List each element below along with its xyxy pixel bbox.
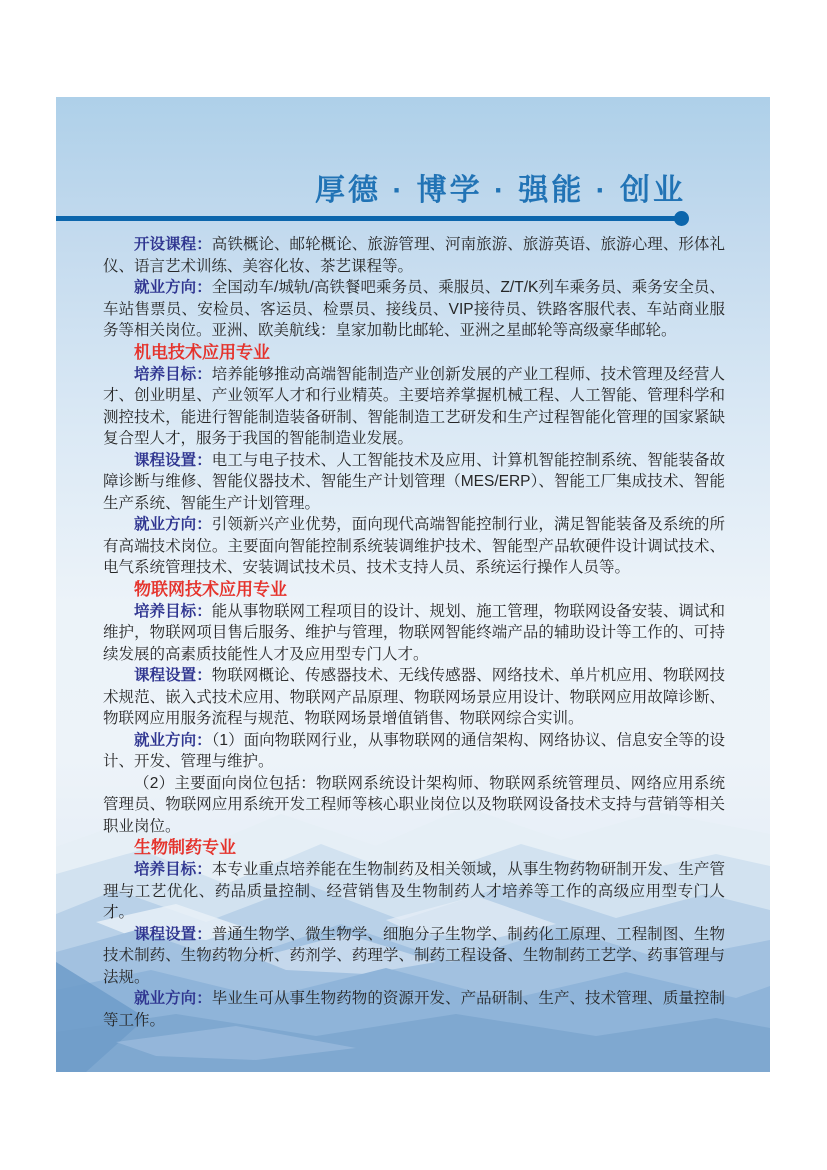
paragraph-label: 课程设置： [134, 667, 212, 684]
paragraph [103, 773, 725, 838]
content-blocks [103, 234, 725, 1031]
paragraph-text: 培养能够推动高端智能制造产业创新发展的产业工程师、技术管理及经营人才、创业明星、产业领军人才和行业精英。主要培养掌握机械工程、人工智能、管理科学和测控技术，能进行智能制造装备研制、智能制造工艺研发和生产过程智能化管理的国家紧缺复合型人才，服务于我国的智能制造业发展。 [103, 365, 725, 447]
paragraph-text: 能从事物联网工程项目的设计、规划、施工管理，物联网设备安装、调试和维护，物联网项目售后服务、维护与管理，物联网智能终端产品的辅助设计等工作的、可持续发展的高素质技能性人才及应用型专门人才。 [103, 602, 725, 663]
major-heading: 生物制药专业 [134, 838, 236, 857]
paragraph-label: 就业方向： [134, 279, 212, 296]
paragraph [103, 601, 725, 666]
paragraph-text: 全国动车/城轨/高铁餐吧乘务员、乘服员、Z/T/K列车乘务员、乘务安全员、车站售票员、安检员、客运员、检票员、接线员、VIP接待员、铁路客服代表、车站商业服务等相关岗位。亚洲、欧美航线：皇家加勒比邮轮、亚洲之星邮轮等高级豪华邮轮。 [103, 279, 725, 339]
paragraph-text: 高铁概论、邮轮概论、旅游管理、河南旅游、旅游英语、旅游心理、形体礼仪、语言艺术训练、美容化妆、茶艺课程等。 [103, 236, 725, 275]
paragraph-text: （1）面向物联网行业，从事物联网的通信架构、网络协议、信息安全等的设计、开发、管理与维护。 [103, 731, 725, 770]
paragraph [103, 665, 725, 730]
content-area [56, 97, 770, 1072]
paragraph-text: （2）主要面向岗位包括：物联网系统设计架构师、物联网系统管理员、网络应用系统管理员、物联网应用系统开发工程师等核心职业岗位以及物联网设备技术支持与营销等相关职业岗位。 [103, 774, 725, 835]
paragraph-label: 就业方向： [134, 731, 212, 749]
paragraph-label: 就业方向： [134, 990, 212, 1007]
paragraph [103, 514, 725, 579]
paragraph-label: 开设课程： [134, 236, 212, 253]
paragraph-label: 培养目标： [134, 365, 212, 383]
paragraph [103, 234, 725, 277]
paragraph [103, 730, 725, 773]
major-heading: 机电技术应用专业 [134, 342, 270, 362]
header-divider-line [56, 216, 678, 221]
paragraph-label: 就业方向： [134, 516, 212, 533]
paragraph-text: 本专业重点培养能在生物制药及相关领域，从事生物药物研制开发、生产管理与工艺优化、药品质量控制、经营销售及生物制药人才培养等工作的高级应用型专门人才。 [103, 861, 725, 921]
major-heading: 物联网技术应用专业 [134, 579, 287, 599]
paragraph [103, 364, 725, 450]
paragraph-label: 培养目标： [134, 861, 212, 878]
paragraph-label: 课程设置： [134, 451, 212, 469]
paragraph-text: 电工与电子技术、人工智能技术及应用、计算机智能控制系统、智能装备故障诊断与维修、智能仪器技术、智能生产计划管理（MES/ERP）、智能工厂集成技术、智能生产系统、智能生产计划管理。 [103, 451, 725, 512]
paragraph [103, 859, 725, 924]
paragraph-text: 毕业生可从事生物药物的资源开发、产品研制、生产、技术管理、质量控制等工作。 [103, 990, 725, 1029]
paragraph-text: 物联网概论、传感器技术、无线传感器、网络技术、单片机应用、物联网技术规范、嵌入式技术应用、物联网产品原理、物联网场景应用设计、物联网应用故障诊断、物联网应用服务流程与规范、物联网场景增值销售、物联网综合实训。 [103, 667, 725, 727]
paragraph-label: 课程设置： [134, 925, 212, 943]
divider-end-dot [674, 211, 689, 226]
school-motto-slogan: 厚德 · 博学 · 强能 · 创业 [315, 174, 686, 207]
paragraph [103, 450, 725, 515]
paragraph-text: 普通生物学、微生物学、细胞分子生物学、制药化工原理、工程制图、生物技术制药、生物药物分析、药剂学、药理学、制药工程设备、生物制药工艺学、药事管理与法规。 [103, 925, 725, 986]
paragraph [103, 924, 725, 989]
paragraph-text: 引领新兴产业优势，面向现代高端智能控制行业，满足智能装备及系统的所有高端技术岗位。主要面向智能控制系统装调维护技术、智能型产品软硬件设计调试技术、电气系统管理技术、安装调试技术员、技术支持人员、系统运行操作人员等。 [103, 516, 725, 576]
paragraph [103, 988, 725, 1031]
paragraph [103, 277, 725, 342]
paragraph-label: 培养目标： [134, 602, 212, 620]
